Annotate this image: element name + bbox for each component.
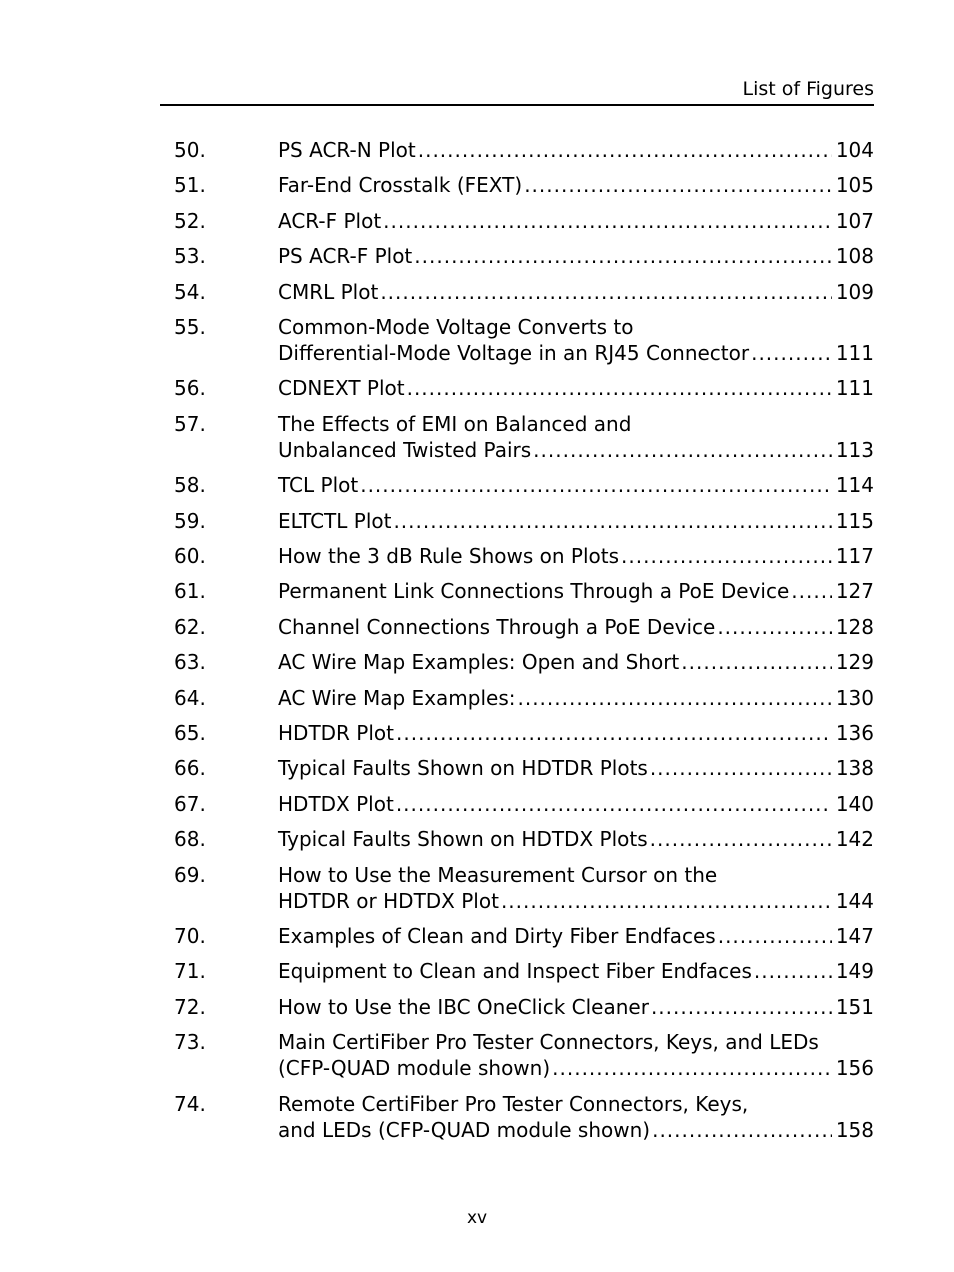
figure-title-line	[278, 508, 874, 534]
figure-title: ELTCTL Plot	[278, 508, 392, 533]
figure-title-line	[278, 279, 874, 305]
figure-number: 68.	[174, 827, 206, 852]
figure-page: 140	[835, 791, 874, 816]
figure-title: Main CertiFiber Pro Tester Connectors, Keys, and LEDs	[278, 1030, 819, 1055]
figure-number: 64.	[174, 685, 206, 710]
figure-title: HDTDR or HDTDX Plot	[278, 888, 499, 913]
figure-entry-body	[278, 720, 874, 746]
figure-title: How the 3 dB Rule Shows on Plots	[278, 544, 620, 568]
figure-title: AC Wire Map Examples: Open and Short	[278, 650, 680, 675]
figure-number: 52.	[174, 208, 206, 233]
list-item[interactable]	[174, 543, 874, 569]
header-title: List of Figures	[742, 78, 874, 100]
dot-leader	[380, 279, 832, 305]
figure-page: 114	[835, 473, 874, 498]
figure-title-line	[278, 137, 874, 163]
dot-leader	[718, 923, 832, 949]
figure-title: HDTDR Plot	[278, 721, 395, 745]
figure-entry-body	[278, 1091, 874, 1143]
figure-number: 51.	[174, 173, 206, 198]
dot-leader	[652, 1117, 832, 1143]
figure-page: 115	[835, 508, 874, 533]
figure-title: Examples of Clean and Dirty Fiber Endfaces	[278, 924, 716, 948]
figure-page: 111	[835, 341, 874, 365]
list-item[interactable]	[174, 649, 874, 675]
figure-title: Equipment to Clean and Inspect Fiber Endfaces	[278, 959, 752, 984]
figure-title-line	[278, 994, 874, 1020]
figure-title-line	[278, 755, 874, 781]
figure-number: 71.	[174, 959, 206, 984]
list-item[interactable]	[174, 578, 874, 604]
figure-title: Typical Faults Shown on HDTDR Plots	[278, 756, 648, 781]
figure-title: How to Use the IBC OneClick Cleaner	[278, 994, 649, 1019]
figure-entry-body	[278, 314, 874, 366]
figure-title-line	[278, 1117, 874, 1143]
list-item[interactable]	[174, 375, 874, 401]
figure-title: How to Use the Measurement Cursor on the	[278, 862, 718, 887]
figure-entry-body	[278, 685, 874, 711]
figure-title: CDNEXT Plot	[278, 376, 405, 401]
figure-title: PS ACR-N Plot	[278, 138, 416, 162]
dot-leader	[360, 472, 832, 498]
figure-page: 138	[835, 756, 874, 781]
list-item[interactable]	[174, 755, 874, 781]
figure-number: 57.	[174, 411, 206, 436]
figure-entry-body	[278, 137, 874, 163]
figure-title-line	[278, 340, 874, 366]
figure-number: 59.	[174, 508, 206, 533]
figure-title: ACR-F Plot	[278, 208, 382, 233]
figure-title: AC Wire Map Examples:	[278, 685, 516, 710]
figure-title-continued	[278, 411, 874, 437]
figure-title-line	[278, 472, 874, 498]
figure-title-line	[278, 888, 874, 914]
list-item[interactable]	[174, 720, 874, 746]
figure-title: Typical Faults Shown on HDTDX Plots	[278, 827, 648, 852]
figure-page: 117	[835, 544, 874, 568]
dot-leader	[418, 137, 832, 163]
list-item[interactable]	[174, 685, 874, 711]
list-item[interactable]	[174, 208, 874, 234]
figure-number: 69.	[174, 862, 206, 887]
figure-number: 55.	[174, 315, 206, 339]
figure-number: 72.	[174, 994, 206, 1019]
list-item[interactable]	[174, 923, 874, 949]
figure-number: 63.	[174, 650, 206, 675]
dot-leader	[650, 755, 832, 781]
figure-entry-body	[278, 279, 874, 305]
list-item[interactable]	[174, 411, 874, 463]
figure-title: CMRL Plot	[278, 279, 379, 304]
figure-title-continued	[278, 862, 874, 888]
figure-title-continued	[278, 314, 874, 340]
figure-entry-body	[278, 994, 874, 1020]
list-item[interactable]	[174, 614, 874, 640]
figure-entry-body	[278, 472, 874, 498]
figure-title-line	[278, 649, 874, 675]
dot-leader	[501, 888, 832, 914]
figure-entry-body	[278, 862, 874, 914]
dot-leader	[751, 340, 832, 366]
figure-page: 113	[835, 437, 874, 462]
dot-leader	[414, 243, 832, 269]
figure-page: 158	[835, 1117, 874, 1142]
dot-leader	[681, 649, 832, 675]
figure-page: 108	[835, 244, 874, 269]
figure-number: 60.	[174, 544, 206, 568]
figure-title: PS ACR-F Plot	[278, 244, 413, 269]
figure-page: 130	[835, 685, 874, 710]
figure-title-line	[278, 375, 874, 401]
figure-page: 127	[835, 579, 874, 604]
dot-leader	[517, 685, 831, 711]
figure-title-continued	[278, 1091, 874, 1117]
figure-title: (CFP-QUAD module shown)	[278, 1056, 551, 1081]
figure-page: 111	[835, 376, 874, 401]
figure-title-line	[278, 208, 874, 234]
figure-entry-body	[278, 375, 874, 401]
figure-title-line	[278, 243, 874, 269]
figure-title: Channel Connections Through a PoE Device	[278, 614, 716, 639]
figure-number: 53.	[174, 244, 206, 269]
figure-title-line	[278, 958, 874, 984]
list-item[interactable]	[174, 1029, 874, 1081]
dot-leader	[651, 994, 832, 1020]
figure-number: 54.	[174, 279, 206, 304]
figure-number: 56.	[174, 376, 206, 401]
figure-entry-body	[278, 958, 874, 984]
figure-title: HDTDX Plot	[278, 791, 394, 816]
figure-number: 65.	[174, 721, 206, 745]
figure-number: 70.	[174, 924, 206, 948]
dot-leader	[407, 375, 832, 401]
figure-title: TCL Plot	[278, 473, 359, 498]
figure-title-line	[278, 685, 874, 711]
figure-entry-body	[278, 1029, 874, 1081]
figure-title-line	[278, 578, 874, 604]
figure-page: 147	[835, 924, 874, 948]
figure-title-line	[278, 720, 874, 746]
figure-title: Remote CertiFiber Pro Tester Connectors, Keys,	[278, 1091, 749, 1116]
figure-page: 142	[835, 827, 874, 852]
figure-page: 156	[835, 1056, 874, 1081]
figure-title: Permanent Link Connections Through a PoE Device	[278, 579, 790, 604]
figure-title: Common-Mode Voltage Converts to	[278, 315, 634, 339]
figure-entry-body	[278, 543, 874, 569]
figure-title: and LEDs (CFP-QUAD module shown)	[278, 1117, 651, 1142]
dot-leader	[650, 826, 832, 852]
list-item[interactable]	[174, 137, 874, 163]
figure-number: 62.	[174, 614, 206, 639]
figure-title-line	[278, 437, 874, 463]
figure-entry-body	[278, 826, 874, 852]
figure-number: 61.	[174, 579, 206, 604]
dot-leader	[552, 1055, 832, 1081]
figure-title-line	[278, 172, 874, 198]
figure-page: 144	[835, 888, 874, 913]
list-item[interactable]	[174, 826, 874, 852]
list-item[interactable]	[174, 472, 874, 498]
figure-title-line	[278, 791, 874, 817]
figure-entry-body	[278, 791, 874, 817]
figure-title-line	[278, 1055, 874, 1081]
figure-title-line	[278, 923, 874, 949]
dot-leader	[396, 791, 832, 817]
figure-page: 109	[835, 279, 874, 304]
list-item[interactable]	[174, 508, 874, 534]
figure-title-line	[278, 826, 874, 852]
dot-leader	[791, 578, 832, 604]
figure-number: 66.	[174, 756, 206, 781]
list-item[interactable]	[174, 862, 874, 914]
figure-page: 105	[835, 173, 874, 198]
dot-leader	[396, 720, 832, 746]
figure-page: 149	[835, 959, 874, 984]
figure-title: Far-End Crosstalk (FEXT)	[278, 173, 523, 198]
dot-leader	[533, 437, 832, 463]
figure-title-line	[278, 543, 874, 569]
list-item[interactable]	[174, 314, 874, 366]
figure-entry-body	[278, 172, 874, 198]
figure-number: 74.	[174, 1091, 206, 1116]
figure-page: 107	[835, 208, 874, 233]
dot-leader	[524, 172, 832, 198]
figure-entry-body	[278, 923, 874, 949]
list-item[interactable]	[174, 243, 874, 269]
figure-entry-body	[278, 578, 874, 604]
list-item[interactable]	[174, 958, 874, 984]
figure-number: 73.	[174, 1030, 206, 1055]
figure-number: 50.	[174, 138, 206, 162]
list-item[interactable]	[174, 994, 874, 1020]
list-item[interactable]	[174, 1091, 874, 1143]
list-item[interactable]	[174, 279, 874, 305]
dot-leader	[621, 543, 832, 569]
figure-page: 104	[835, 138, 874, 162]
list-item[interactable]	[174, 791, 874, 817]
figure-entry-body	[278, 411, 874, 463]
figure-page: 136	[835, 721, 874, 745]
figure-page: 151	[835, 994, 874, 1019]
figure-page: 128	[835, 614, 874, 639]
figure-entry-body	[278, 614, 874, 640]
dot-leader	[754, 958, 832, 984]
figure-entry-body	[278, 508, 874, 534]
figure-entry-body	[278, 243, 874, 269]
figure-title: The Effects of EMI on Balanced and	[278, 411, 632, 436]
figure-entry-body	[278, 208, 874, 234]
page-header	[160, 78, 874, 106]
list-item[interactable]	[174, 172, 874, 198]
figure-page: 129	[835, 650, 874, 675]
figure-title-continued	[278, 1029, 874, 1055]
dot-leader	[717, 614, 831, 640]
dot-leader	[383, 208, 832, 234]
dot-leader	[393, 508, 831, 534]
figure-title: Unbalanced Twisted Pairs	[278, 437, 532, 462]
figure-number: 58.	[174, 473, 206, 498]
figure-title: Differential-Mode Voltage in an RJ45 Connector	[278, 341, 750, 365]
page-number: xv	[466, 1208, 488, 1228]
figure-title-line	[278, 614, 874, 640]
figure-entry-body	[278, 649, 874, 675]
figure-entry-body	[278, 755, 874, 781]
figure-number: 67.	[174, 791, 206, 816]
